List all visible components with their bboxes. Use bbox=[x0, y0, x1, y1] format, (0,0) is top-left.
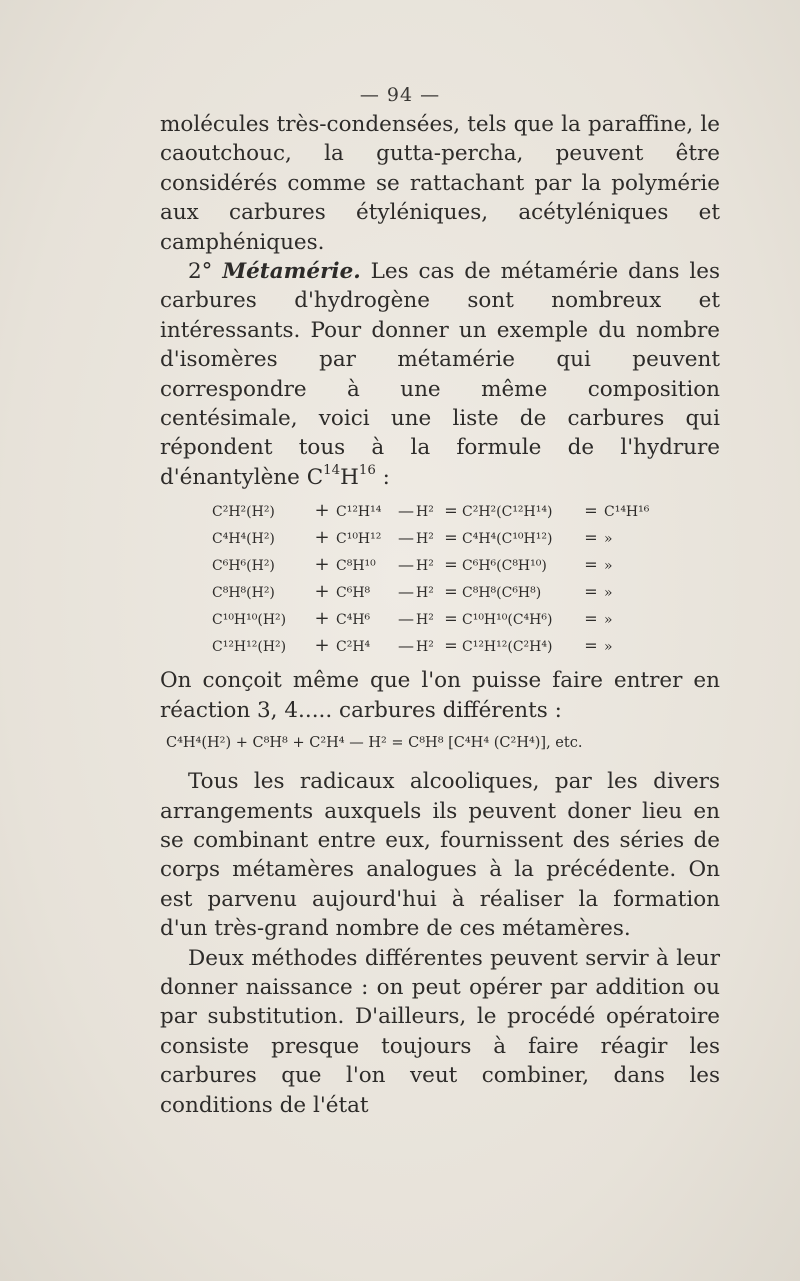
ditto-mark: » bbox=[604, 531, 613, 548]
formula-product: C²H²(C¹²H¹⁴) bbox=[462, 504, 553, 521]
formula-h2: H² bbox=[416, 531, 434, 548]
formula-table bbox=[160, 498, 720, 660]
equals-sign: = bbox=[584, 582, 598, 602]
formula-sup-16: 16 bbox=[358, 462, 376, 478]
formula-row bbox=[160, 579, 720, 606]
formula-product: C⁶H⁶(C⁸H¹⁰) bbox=[462, 558, 547, 575]
formula-addend: C⁶H⁸ bbox=[336, 585, 371, 602]
formula-product: C¹⁰H¹⁰(C⁴H⁶) bbox=[462, 612, 553, 629]
plus-sign: + bbox=[314, 500, 330, 522]
equals-sign: = bbox=[444, 528, 458, 548]
formula-product: C⁴H⁴(C¹⁰H¹²) bbox=[462, 531, 553, 548]
formula-h: H bbox=[340, 464, 359, 490]
paragraph-multi-carbures: On conçoit même que l'on puisse faire entrer en réaction 3, 4..... carbures différents : bbox=[160, 668, 720, 723]
formula-lhs: C⁸H⁸(H²) bbox=[212, 585, 275, 602]
formula-sup-14: 14 bbox=[323, 462, 341, 478]
paragraph-radicaux: Tous les radicaux alcooliques, par les divers arrangements auxquels ils peuvent doner lieu en se combinant entre eux, fournissent des séries de corps métamères analogues à la précédente. On est parvenu aujourd'hui à réaliser la formation d'un très-grand nombre de ces métamères. bbox=[160, 769, 720, 942]
formula-h2: H² bbox=[416, 639, 434, 656]
minus-sign: — bbox=[398, 609, 414, 629]
formula-addend: C¹⁰H¹² bbox=[336, 531, 382, 548]
equals-sign: = bbox=[584, 501, 598, 521]
section-number: 2° bbox=[188, 259, 213, 285]
formula-h2: H² bbox=[416, 612, 434, 629]
equals-sign: = bbox=[444, 501, 458, 521]
formula-result: C¹⁴H¹⁶ bbox=[604, 504, 650, 521]
plus-sign: + bbox=[314, 608, 330, 630]
minus-sign: — bbox=[398, 501, 414, 521]
equals-sign: = bbox=[584, 528, 598, 548]
formula-h2: H² bbox=[416, 504, 434, 521]
combined-formula: C⁴H⁴(H²) + C⁸H⁸ + C²H⁴ — H² = C⁸H⁸ [C⁴H⁴ (C²H⁴)], etc. bbox=[166, 735, 583, 752]
formula-addend: C¹²H¹⁴ bbox=[336, 504, 382, 521]
equals-sign: = bbox=[584, 636, 598, 656]
formula-lhs: C¹⁰H¹⁰(H²) bbox=[212, 612, 287, 629]
formula-addend: C⁸H¹⁰ bbox=[336, 558, 376, 575]
colon: : bbox=[375, 464, 390, 490]
formula-addend: C⁴H⁶ bbox=[336, 612, 371, 629]
minus-sign: — bbox=[398, 636, 414, 656]
equals-sign: = bbox=[584, 555, 598, 575]
formula-row bbox=[160, 552, 720, 579]
minus-sign: — bbox=[398, 582, 414, 602]
ditto-mark: » bbox=[604, 558, 613, 575]
plus-sign: + bbox=[314, 635, 330, 657]
formula-h2: H² bbox=[416, 585, 434, 602]
formula-product: C⁸H⁸(C⁶H⁸) bbox=[462, 585, 542, 602]
plus-sign: + bbox=[314, 581, 330, 603]
formula-lhs: C⁴H⁴(H²) bbox=[212, 531, 275, 548]
formula-c: C bbox=[306, 464, 324, 490]
ditto-mark: » bbox=[604, 612, 613, 629]
ditto-mark: » bbox=[604, 639, 613, 656]
plus-sign: + bbox=[314, 527, 330, 549]
metamerie-text: Les cas de métamérie dans les carbures d'hydrogène sont nombreux et intéressants. Pour donner un exemple du nombre d'isomères par métamérie qui peuvent correspondre à une même composition centésimale, voici une liste de carbures qui répondent tous à la formule de l'hydrure d'énantylène bbox=[160, 259, 720, 490]
paragraph-metamerie bbox=[160, 257, 720, 492]
formula-addend: C²H⁴ bbox=[336, 639, 371, 656]
formula-lhs: C¹²H¹²(H²) bbox=[212, 639, 287, 656]
formula-product: C¹²H¹²(C²H⁴) bbox=[462, 639, 553, 656]
formula-row bbox=[160, 633, 720, 660]
equals-sign: = bbox=[444, 555, 458, 575]
formula-lhs: C⁶H⁶(H²) bbox=[212, 558, 275, 575]
formula-row bbox=[160, 525, 720, 552]
formula-row bbox=[160, 606, 720, 633]
plus-sign: + bbox=[314, 554, 330, 576]
equals-sign: = bbox=[444, 609, 458, 629]
section-title: Métamérie. bbox=[222, 259, 361, 285]
equals-sign: = bbox=[444, 636, 458, 656]
minus-sign: — bbox=[398, 528, 414, 548]
formula-h2: H² bbox=[416, 558, 434, 575]
formula-row bbox=[160, 498, 720, 525]
ditto-mark: » bbox=[604, 585, 613, 602]
formula-lhs: C²H²(H²) bbox=[212, 504, 275, 521]
equals-sign: = bbox=[444, 582, 458, 602]
equals-sign: = bbox=[584, 609, 598, 629]
page-body bbox=[160, 110, 720, 1120]
minus-sign: — bbox=[398, 555, 414, 575]
page-number: — 94 — bbox=[359, 84, 441, 106]
paragraph-methodes: Deux méthodes différentes peuvent servir à leur donner naissance : on peut opérer par addition ou par substitution. D'ailleurs, le procédé opératoire consiste presque toujours à faire réagir les carbures que l'on veut combiner, dans les conditions de l'état bbox=[160, 945, 720, 1118]
paragraph-polymerie: molécules très-condensées, tels que la paraffine, le caoutchouc, la gutta-percha, peuvent être considérés comme se rattachant par la polymérie aux carbures étyléniques, acétyléniques et camphéniques. bbox=[160, 112, 720, 255]
